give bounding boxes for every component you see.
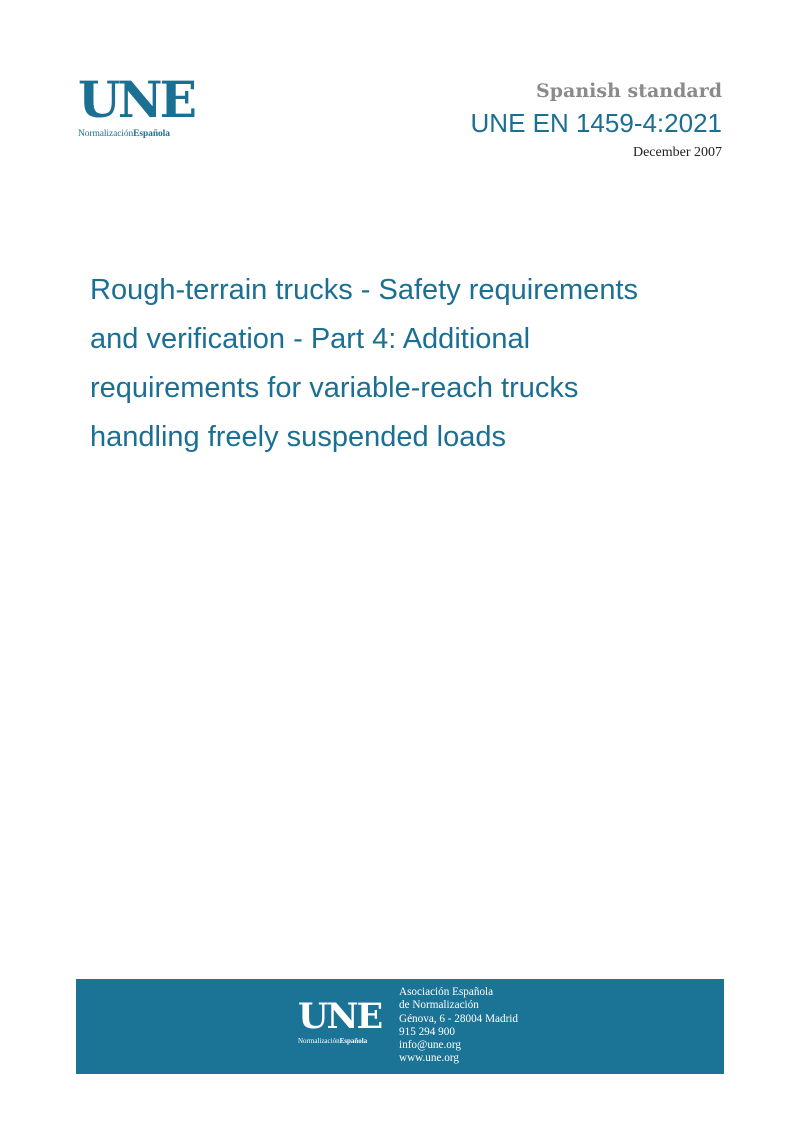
standard-header bbox=[471, 78, 722, 162]
footer-website-link[interactable]: www.une.org bbox=[399, 1052, 459, 1065]
une-logo-subtitle-bold: Española bbox=[133, 129, 170, 139]
standard-date: December 2007 bbox=[632, 145, 722, 160]
footer-logo-subtitle-regular: Normalización bbox=[298, 1037, 340, 1045]
title-line: Rough-terrain trucks - Safety requirements bbox=[90, 274, 638, 306]
footer-address: Génova, 6 - 28004 Madrid bbox=[399, 1012, 518, 1025]
document-title bbox=[90, 266, 750, 462]
title-line: and verification - Part 4: Additional bbox=[90, 323, 531, 355]
une-logo-subtitle-regular: Normalización bbox=[78, 129, 134, 139]
footer-email-link[interactable]: info@une.org bbox=[399, 1039, 461, 1052]
footer-une-logo bbox=[298, 996, 388, 1045]
title-line: handling freely suspended loads bbox=[90, 421, 506, 453]
une-logo-subtitle bbox=[78, 129, 198, 139]
standard-code: UNE EN 1459-4:2021 bbox=[470, 108, 722, 138]
footer-phone: 915 294 900 bbox=[399, 1025, 455, 1038]
footer-org-name-line2: de Normalización bbox=[399, 999, 479, 1012]
footer-banner bbox=[76, 979, 724, 1074]
footer-logo-subtitle-bold: Española bbox=[339, 1037, 368, 1045]
footer-logo-subtitle bbox=[298, 1037, 388, 1045]
une-logo-mark: UNE bbox=[78, 70, 195, 129]
footer-org-name-line1: Asociación Española bbox=[399, 986, 494, 998]
footer-logo-mark: UNE bbox=[298, 996, 382, 1037]
footer-contact-info bbox=[399, 986, 518, 1066]
une-logo bbox=[78, 70, 198, 139]
title-line: requirements for variable-reach trucks bbox=[90, 372, 579, 404]
standard-type: Spanish standard bbox=[536, 80, 722, 102]
